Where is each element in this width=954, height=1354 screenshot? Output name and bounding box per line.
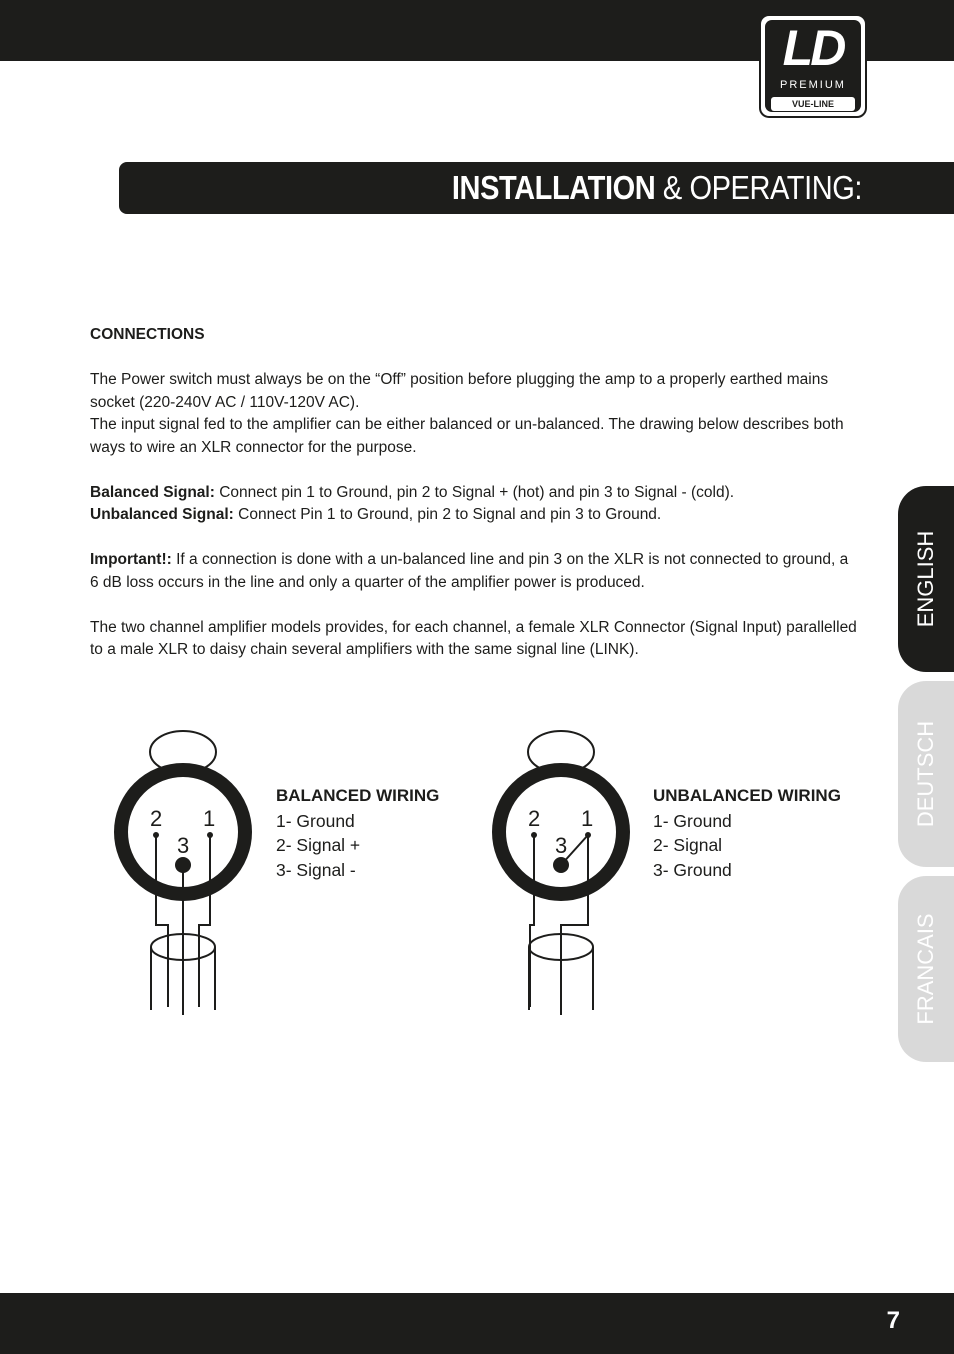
balanced-signal-label: Balanced Signal:: [90, 483, 215, 501]
pin-2-dot: [153, 832, 159, 838]
pin-2-label: 2: [150, 806, 163, 831]
tab-english[interactable]: [898, 486, 954, 672]
footer-bar: [0, 1293, 954, 1354]
pin-3-label: 3: [555, 833, 568, 858]
important-label: Important!:: [90, 551, 172, 568]
balanced-pin-3: 3- Signal -: [276, 859, 356, 880]
logo-line: PREMIUM: [780, 79, 846, 91]
unbalanced-wiring-legend: [653, 784, 841, 882]
unbalanced-pin-3: 3- Ground: [653, 859, 732, 880]
pin-3-dot: [175, 857, 191, 873]
xlr-connector-ring: [499, 770, 623, 894]
pin-1-dot: [585, 832, 591, 838]
input-signal-paragraph: The input signal fed to the amplifier can be either balanced or un-balanced. The drawing below describes both ways to wire an XLR connector for the purpose.: [90, 416, 844, 456]
tab-francais[interactable]: [898, 876, 954, 1062]
page-number: 7: [886, 1307, 900, 1334]
pin-1-label: 1: [203, 806, 216, 831]
title-bar: [119, 162, 954, 214]
link-paragraph: The two channel amplifier models provides, for each channel, a female XLR Connector (Signal Input) parallelled to a male XLR to daisy chain several amplifiers with the same signal line (LINK).: [90, 618, 857, 658]
pin-1-label: 1: [581, 806, 594, 831]
logo-background: [765, 20, 861, 112]
logo-series: VUE-LINE: [771, 97, 855, 111]
logo-brand: LD: [782, 20, 844, 76]
page-title-bold: INSTALLATION: [451, 169, 656, 206]
unbalanced-pin-1: 1- Ground: [653, 810, 732, 831]
balanced-signal-text: Connect pin 1 to Ground, pin 2 to Signal + (hot) and pin 3 to Signal - (cold).: [214, 483, 735, 501]
tab-english-label: ENGLISH: [913, 530, 938, 628]
unbalanced-signal-paragraph: [90, 504, 860, 527]
tab-francais-label: FRANCAIS: [913, 913, 938, 1025]
main-content: [90, 324, 860, 662]
balanced-wiring-title: BALANCED WIRING: [276, 786, 440, 805]
unbalanced-pin-2: 2- Signal: [653, 835, 723, 855]
tab-deutsch-label: DEUTSCH: [913, 720, 938, 828]
tab-deutsch[interactable]: [898, 681, 954, 867]
balanced-signal-paragraph: [90, 482, 860, 505]
page-title-regular: & OPERATING:: [655, 169, 862, 206]
unbalanced-signal-label: Unbalanced Signal:: [90, 506, 234, 523]
power-switch-paragraph: The Power switch must always be on the “Off” position before plugging the amp to a properly earthed mains socket (220-240V AC / 110V-120V AC).: [90, 371, 829, 411]
pin-3-dot: [553, 857, 569, 873]
pin-2-dot: [531, 832, 537, 838]
unbalanced-signal-text: Connect Pin 1 to Ground, pin 2 to Signal and pin 3 to Ground.: [233, 506, 662, 523]
balanced-pin-2: 2- Signal +: [276, 835, 361, 855]
balanced-pin-1: 1- Ground: [276, 810, 355, 831]
unbalanced-xlr-diagram: [486, 725, 636, 1025]
pin-2-label: 2: [528, 806, 541, 831]
section-heading: CONNECTIONS: [90, 326, 205, 343]
page-title: [452, 169, 862, 207]
balanced-wiring-legend: [276, 784, 439, 882]
pin-3-label: 3: [177, 833, 190, 858]
important-text: If a connection is done with a un-balanced line and pin 3 on the XLR is not connected to ground, a 6 dB loss occurs in the line and only a quarter of the amplifier power is produced.: [90, 551, 849, 591]
balanced-xlr-diagram: [108, 725, 258, 1025]
pin-1-dot: [207, 832, 213, 838]
important-paragraph: [90, 549, 860, 594]
ld-premium-logo: [759, 14, 867, 118]
unbalanced-wiring-title: UNBALANCED WIRING: [653, 786, 841, 805]
